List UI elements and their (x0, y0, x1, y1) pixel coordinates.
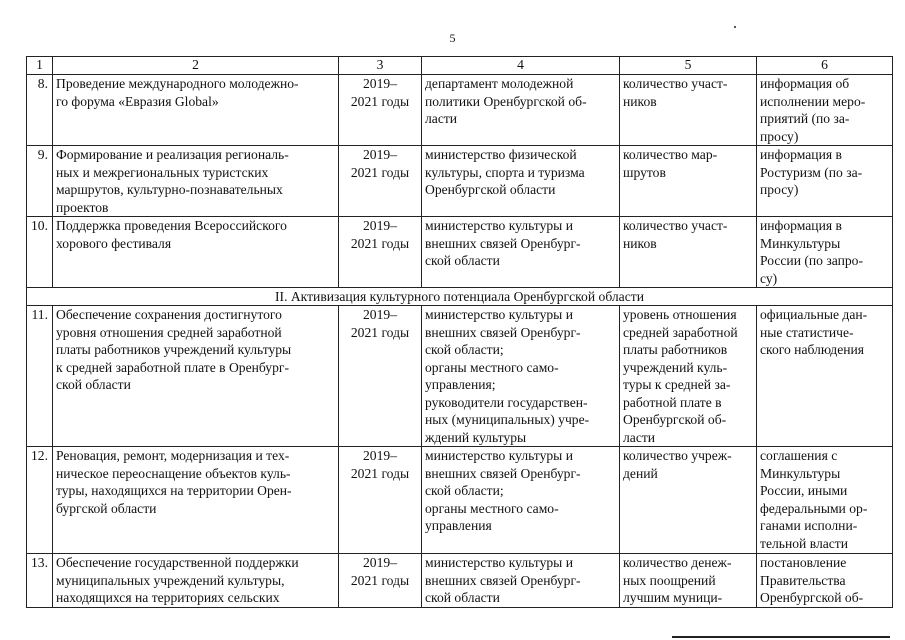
table-row (27, 554, 893, 608)
column-header: 3 (339, 57, 422, 75)
period: 2019– 2021 годы (339, 146, 422, 217)
column-header: 1 (27, 57, 53, 75)
table-row (27, 75, 893, 146)
indicator: уровень отношения средней заработной платы работников учреждений куль- туры к средней за- работной плате в Оренбургской об- ласти (620, 306, 757, 447)
period: 2019– 2021 годы (339, 217, 422, 288)
indicator: количество мар- шрутов (620, 146, 757, 217)
column-header: 4 (422, 57, 620, 75)
indicator: количество денеж- ных поощрений лучшим муници- (620, 554, 757, 608)
reporting-source: постановление Правительства Оренбургской об- (757, 554, 893, 608)
activity-name: Обеспечение государственной поддержки муниципальных учреждений культуры, находящихся на территориях сельских (53, 554, 339, 608)
period: 2019– 2021 годы (339, 554, 422, 608)
row-number: 12. (27, 447, 53, 554)
table-row (27, 447, 893, 554)
activity-name: Обеспечение сохранения достигнутого уровня отношения средней заработной платы работников учреждений культуры к средней заработной плате в Оренбург- ской области (53, 306, 339, 447)
column-header: 2 (53, 57, 339, 75)
row-number: 13. (27, 554, 53, 608)
indicator: количество участ- ников (620, 75, 757, 146)
scan-speck (734, 26, 736, 28)
table-row (27, 146, 893, 217)
reporting-source: соглашения с Минкультуры России, иными федеральными ор- ганами исполни- тельной власти (757, 447, 893, 554)
activity-name: Поддержка проведения Всероссийского хорового фестиваля (53, 217, 339, 288)
activity-name: Реновация, ремонт, модернизация и тех- ническое переоснащение объектов куль- туры, находящихся на территории Орен- бургской области (53, 447, 339, 554)
indicator: количество участ- ников (620, 217, 757, 288)
row-number: 11. (27, 306, 53, 447)
period: 2019– 2021 годы (339, 75, 422, 146)
section-heading-row (27, 288, 893, 306)
column-header: 5 (620, 57, 757, 75)
page-bottom-rule (672, 636, 890, 638)
table-row (27, 217, 893, 288)
activities-table (26, 56, 893, 608)
executor: департамент молодежной политики Оренбургской об- ласти (422, 75, 620, 146)
table-row (27, 306, 893, 447)
section-title: II. Активизация культурного потенциала Оренбургской области (27, 288, 893, 306)
reporting-source: информация в Минкультуры России (по запро- су) (757, 217, 893, 288)
page-number: 5 (449, 31, 456, 45)
reporting-source: информация об исполнении меро- приятий (по за- просу) (757, 75, 893, 146)
column-number-row (27, 57, 893, 75)
activity-name: Проведение международного молодежно- го форума «Евразия Global» (53, 75, 339, 146)
reporting-source: официальные дан- ные статистиче- ского наблюдения (757, 306, 893, 447)
executor: министерство культуры и внешних связей Оренбург- ской области; органы местного само- управления (422, 447, 620, 554)
indicator: количество учреж- дений (620, 447, 757, 554)
period: 2019– 2021 годы (339, 447, 422, 554)
reporting-source: информация в Ростуризм (по за- просу) (757, 146, 893, 217)
activity-name: Формирование и реализация региональ- ных и межрегиональных туристских маршрутов, культурно-познавательных проектов (53, 146, 339, 217)
column-header: 6 (757, 57, 893, 75)
executor: министерство культуры и внешних связей Оренбург- ской области; органы местного само- управления; руководители государствен- ных (муниципальных) учре- ждений культуры (422, 306, 620, 447)
executor: министерство физической культуры, спорта и туризма Оренбургской области (422, 146, 620, 217)
row-number: 9. (27, 146, 53, 217)
period: 2019– 2021 годы (339, 306, 422, 447)
executor: министерство культуры и внешних связей Оренбург- ской области (422, 554, 620, 608)
row-number: 8. (27, 75, 53, 146)
row-number: 10. (27, 217, 53, 288)
executor: министерство культуры и внешних связей Оренбург- ской области (422, 217, 620, 288)
